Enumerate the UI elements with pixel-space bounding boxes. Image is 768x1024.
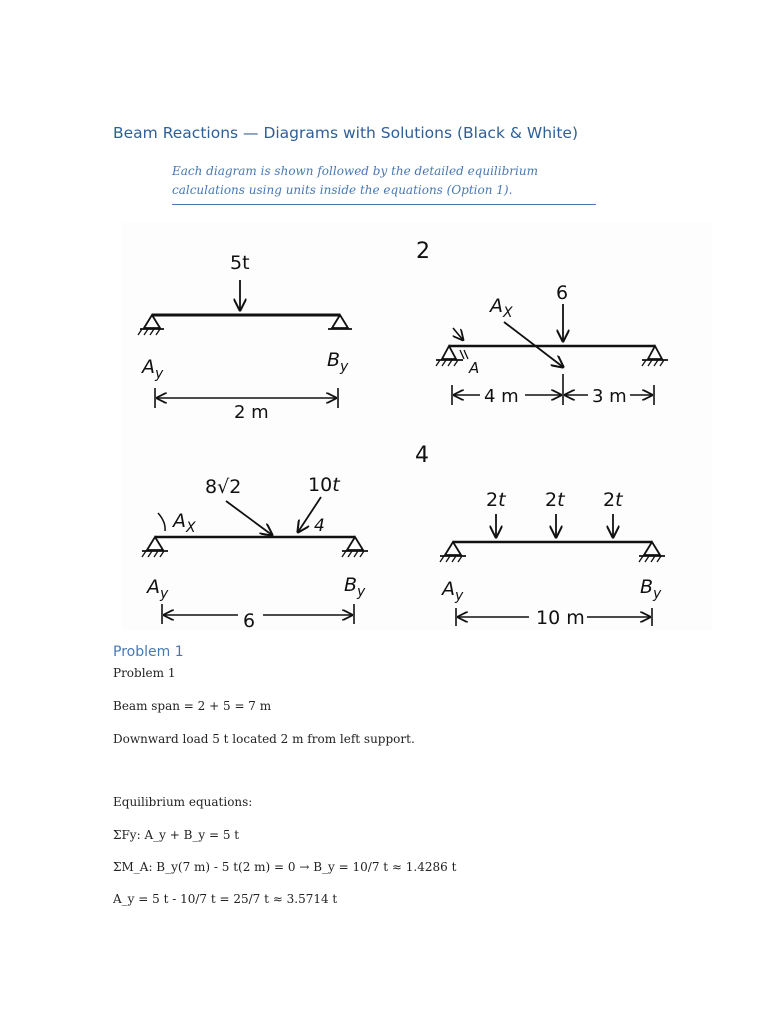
inclined-load-arrow-2	[504, 322, 563, 367]
small-load-label-3: 4	[314, 516, 325, 536]
reaction-by-3: $B_y$	[344, 574, 366, 600]
load-label-4a: 2t	[486, 489, 506, 511]
pin-support-left-4	[440, 542, 466, 562]
diagram-number-2: 2	[416, 239, 430, 264]
reaction-ay-1: $A_y$	[142, 356, 164, 382]
inclined-load-arrow-3	[226, 501, 272, 535]
beam-diagrams-figure	[122, 222, 712, 630]
reaction-by-1: $B_y$	[327, 349, 349, 375]
load-label-4c: 2t	[603, 489, 623, 511]
document-title: Beam Reactions — Diagrams with Solutions (Black & White)	[113, 124, 578, 142]
equilibrium-heading-line: Equilibrium equations:	[113, 795, 253, 809]
reaction-by-4: $B_y$	[640, 576, 662, 602]
pin-support-right-2	[642, 346, 668, 366]
subtitle-divider	[172, 204, 596, 205]
dimension-right-2: 3 m	[592, 386, 627, 407]
beam-diagram-1	[138, 252, 352, 423]
document-subtitle: Each diagram is shown followed by the detailed equilibrium calculations using units inside the equations (Option 1).	[172, 164, 538, 197]
span-label-1: 2 m	[234, 402, 269, 423]
vertical-load-label-3: 10t	[308, 474, 340, 496]
axial-label-3: $A_X$	[173, 510, 196, 536]
pin-support-left-2	[436, 346, 468, 366]
beam-diagram-3	[142, 474, 368, 630]
sum-moments-line: ΣM_A: B_y(7 m) - 5 t(2 m) = 0 → B_y = 10/7 t ≈ 1.4286 t	[113, 860, 457, 874]
dimension-left-2: 4 m	[484, 386, 519, 407]
span-label-4: 10 m	[536, 607, 585, 629]
beam-diagram-2	[416, 239, 668, 407]
load-label-4b: 2t	[545, 489, 565, 511]
load-label-2: 6	[556, 282, 569, 304]
ay-result-line: A_y = 5 t - 10/7 t = 25/7 t ≈ 3.5714 t	[113, 892, 338, 906]
reaction-ay-4: $A_y$	[442, 578, 464, 604]
span-label-3: 6	[243, 610, 256, 630]
problem-1-label: Problem 1	[113, 666, 176, 680]
beam-span-line: Beam span = 2 + 5 = 7 m	[113, 699, 272, 713]
diagram-number-4: 4	[415, 443, 429, 468]
small-arrow-2	[453, 328, 463, 340]
pin-support-left-3	[142, 537, 168, 557]
pin-support-right-4	[639, 542, 665, 562]
inclined-load-label-3: 8√2	[205, 476, 242, 498]
angle-arc-3	[158, 513, 165, 531]
pin-support-left-1	[138, 315, 164, 335]
sum-forces-line: ΣFy: A_y + B_y = 5 t	[113, 828, 240, 842]
pin-support-right-3	[342, 537, 368, 557]
dimension-line-3	[162, 604, 354, 624]
load-label-1: 5t	[230, 252, 250, 274]
reaction-ay-3: $A_y$	[147, 576, 169, 602]
load-description-line: Downward load 5 t located 2 m from left support.	[113, 732, 415, 746]
support-label-2: A	[469, 359, 480, 377]
beam-diagram-4	[415, 443, 665, 629]
roller-support-right-1	[328, 315, 352, 329]
problem-1-heading: Problem 1	[113, 644, 184, 660]
axial-label-2: $A_X$	[490, 295, 513, 321]
